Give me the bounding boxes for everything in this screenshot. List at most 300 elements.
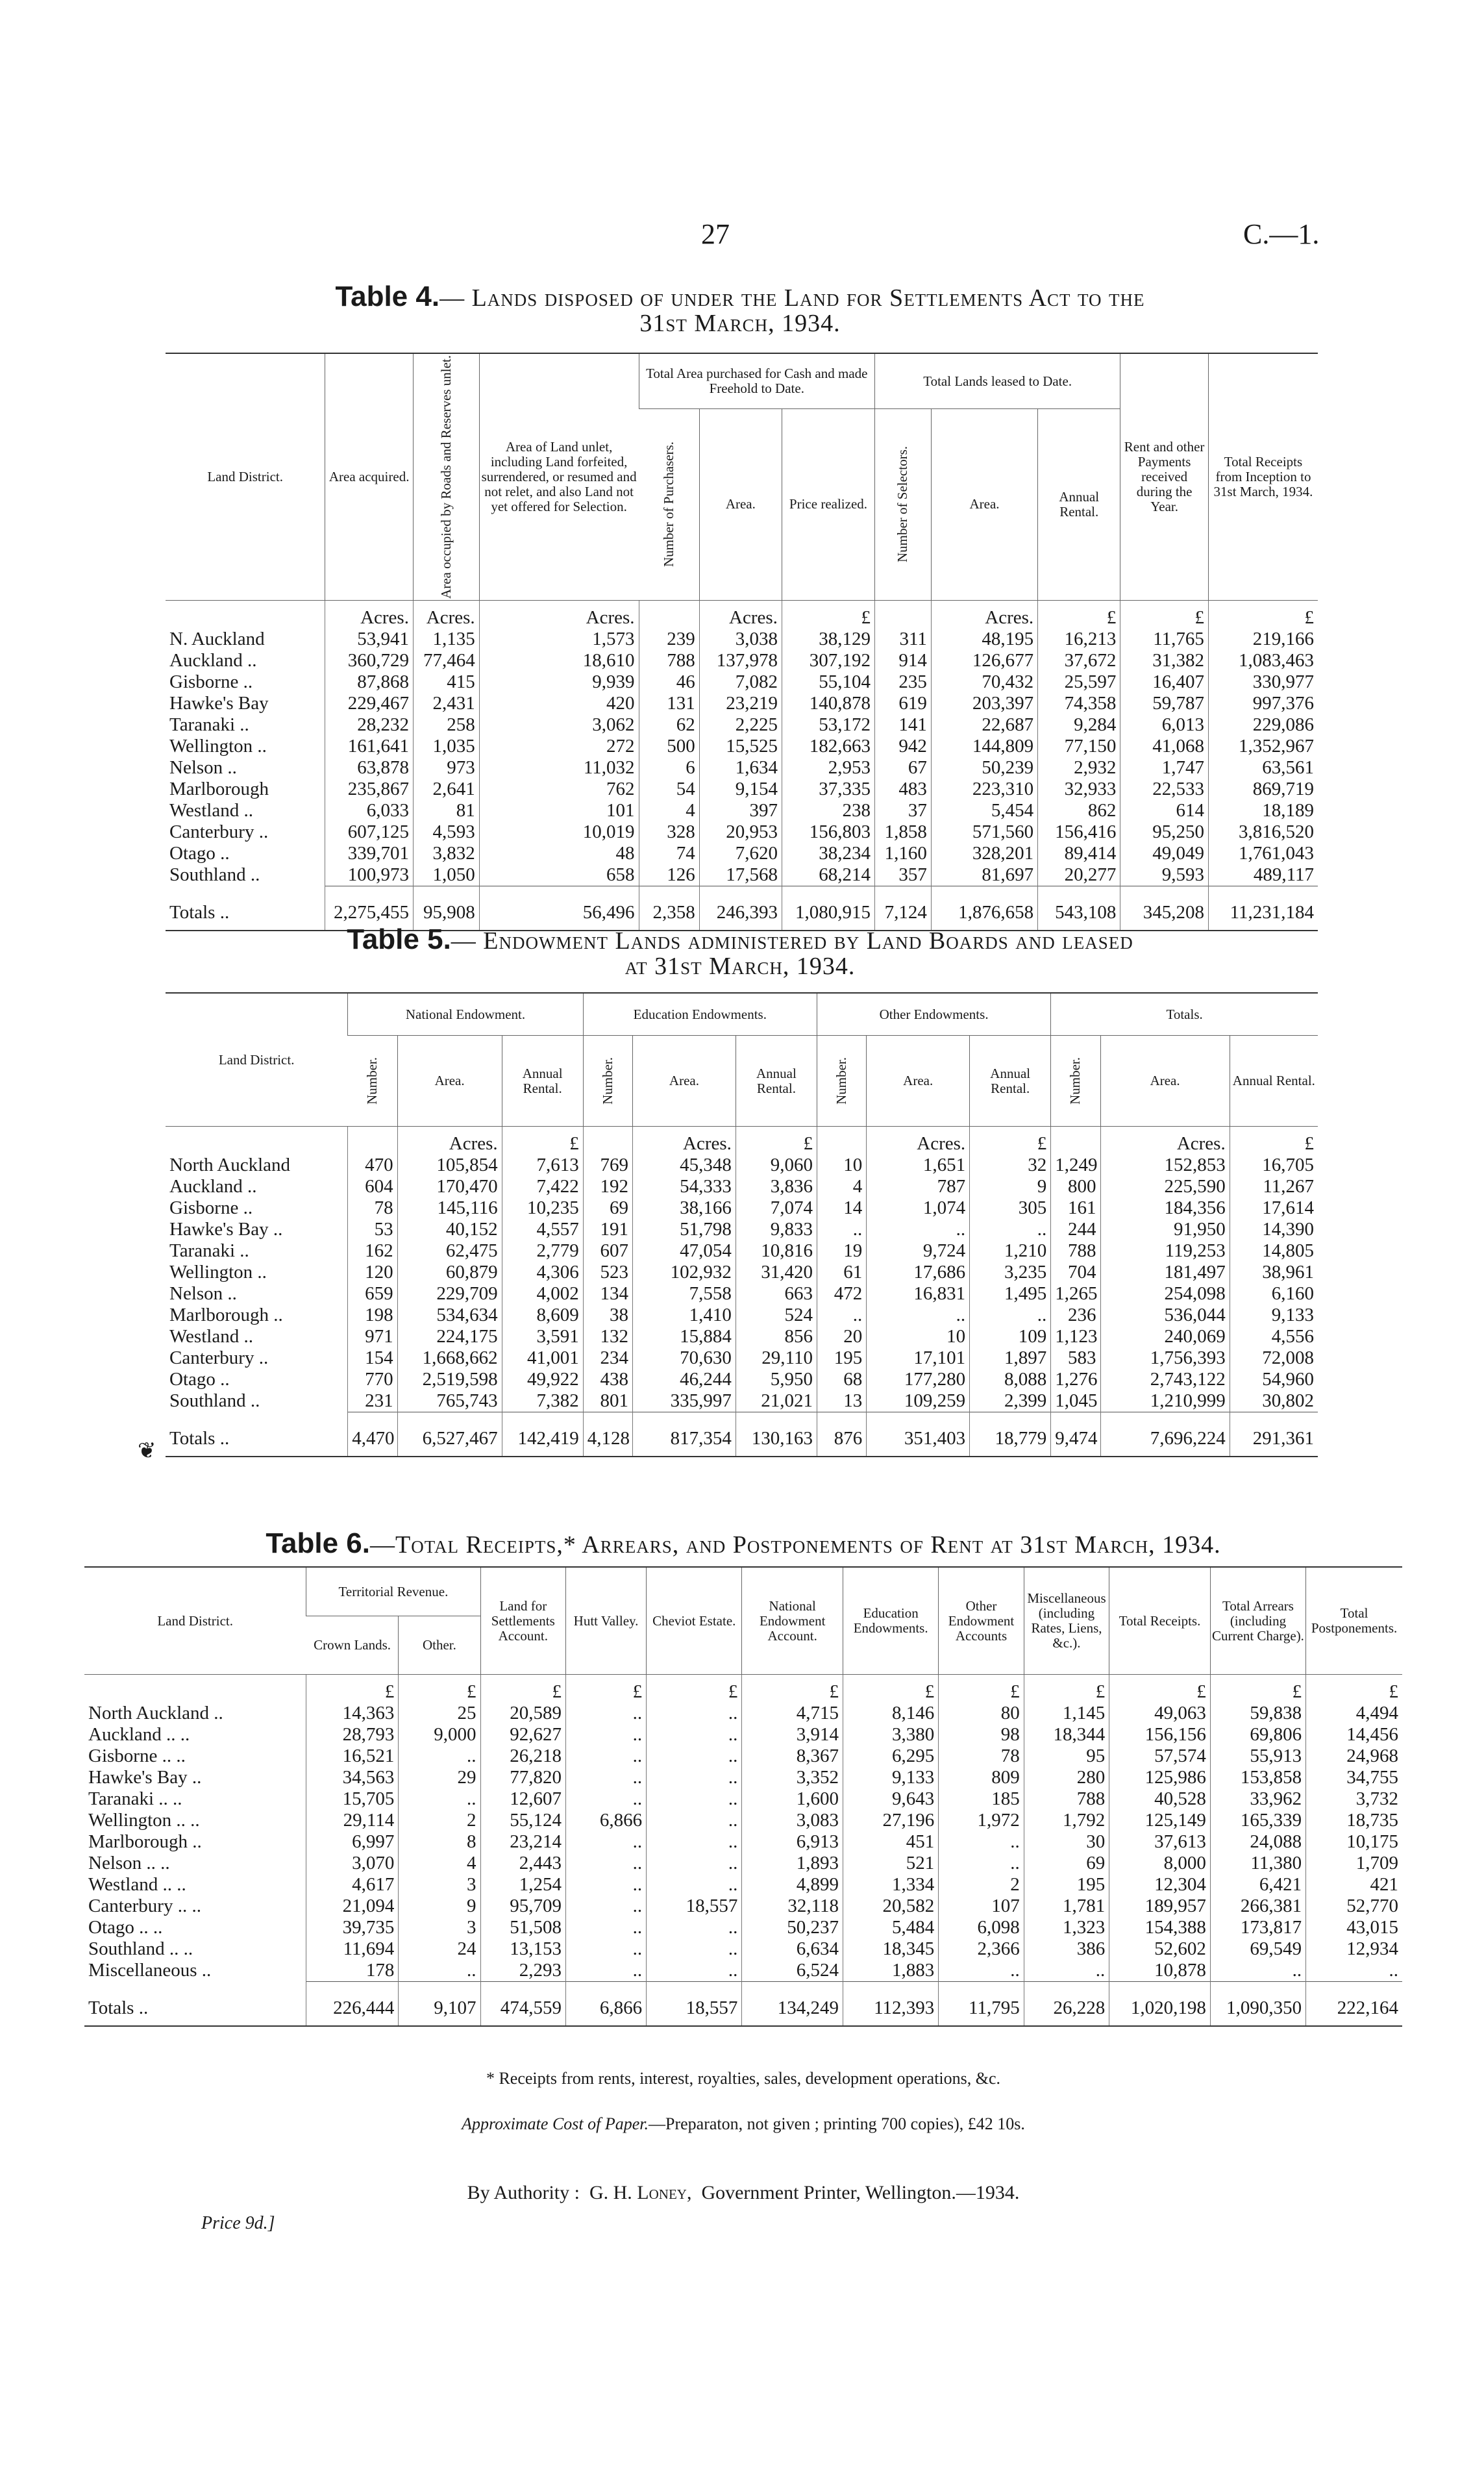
table-row-cell: 31,420 — [736, 1262, 817, 1283]
table-row-cell: Otago .. — [169, 842, 230, 864]
table-row-cell: Auckland .. — [169, 649, 257, 671]
t5-head-other-number — [817, 1036, 866, 1127]
table5-title-line2-wrap — [169, 952, 1311, 981]
unit-row-cell — [817, 1127, 866, 1155]
table-row-cell: 26,218 — [480, 1746, 565, 1767]
table-row-cell: 9,000 — [399, 1724, 480, 1746]
table-row-cell: 40,528 — [1109, 1788, 1211, 1810]
table-row-cell: 4,556 — [1230, 1326, 1318, 1347]
table-row-cell: 3 — [399, 1917, 480, 1938]
table-row-cell: 53,172 — [782, 714, 874, 736]
table-row-cell: Westland .. — [169, 799, 253, 821]
table-row-cell: .. — [566, 1874, 647, 1896]
table-row-cell: 154,388 — [1109, 1917, 1211, 1938]
t4-head-price: Price realized. — [782, 409, 874, 601]
table-row-cell: Hawke's Bay — [169, 692, 269, 714]
table-row-cell: 63,561 — [1208, 757, 1318, 779]
table-row-cell: 20,582 — [843, 1896, 939, 1917]
table-row-cell: 659 — [348, 1283, 397, 1305]
table-row-cell: 1,074 — [867, 1197, 970, 1219]
table-row-cell: 1,781 — [1024, 1896, 1109, 1917]
table-row-cell: 37,335 — [782, 779, 874, 800]
unit-row-cell: £ — [1210, 1675, 1305, 1703]
totals-row-cell: 4,128 — [583, 1412, 632, 1457]
table-row-cell: 3,732 — [1306, 1788, 1402, 1810]
table-row-cell: .. — [566, 1703, 647, 1724]
table-row — [84, 1960, 1402, 1982]
table-row-cell: Gisborne .. — [169, 671, 253, 692]
t5-head-other: Other Endowments. — [817, 993, 1050, 1036]
t4-head-area-acquired: Area acquired. — [325, 353, 414, 600]
table-row-cell: 33,962 — [1210, 1788, 1305, 1810]
table-row-cell: 67 — [875, 757, 932, 779]
table-row-cell: 357 — [875, 864, 932, 886]
table-row-cell: 54,333 — [632, 1176, 736, 1197]
table-row-cell: 38,166 — [632, 1197, 736, 1219]
table-row-cell: 305 — [970, 1197, 1051, 1219]
table-row-cell: .. — [566, 1831, 647, 1853]
table-row-cell: 10,175 — [1306, 1831, 1402, 1853]
unit-row-cell: £ — [480, 1675, 565, 1703]
table-row-cell: 16,521 — [306, 1746, 399, 1767]
table-row-cell: 153,858 — [1210, 1767, 1305, 1788]
table-row-cell: Taranaki .. .. — [88, 1788, 182, 1809]
unit-row-cell: Acres. — [325, 600, 414, 629]
unit-row-cell: £ — [1038, 600, 1120, 629]
totals-row-cell: 474,559 — [480, 1982, 565, 2027]
table-row-cell: 23,219 — [699, 693, 782, 714]
t5-head-totals-number-text: Number. — [1067, 1057, 1083, 1105]
table-row-cell: 4,002 — [502, 1283, 583, 1305]
table-row-cell: .. — [566, 1788, 647, 1810]
unit-row-cell: £ — [782, 600, 874, 629]
table-row-cell: 4,715 — [742, 1703, 843, 1724]
table-row-cell: 18,610 — [479, 650, 639, 671]
table-row-cell: 1,709 — [1306, 1853, 1402, 1874]
table-row-cell: 21,021 — [736, 1390, 817, 1412]
t5-head-education: Education Endowments. — [583, 993, 817, 1036]
table-row-cell: 173,817 — [1210, 1917, 1305, 1938]
table-row-cell: .. — [1306, 1960, 1402, 1982]
table4-title — [169, 281, 1311, 313]
table-row-cell: 9,593 — [1120, 864, 1209, 886]
table-row — [166, 800, 1318, 821]
table-row-cell: 704 — [1051, 1262, 1100, 1283]
table-row-cell: 6,098 — [939, 1917, 1024, 1938]
t6-head-hutt: Hutt Valley. — [566, 1567, 647, 1675]
table-row — [166, 1155, 1318, 1176]
table-row — [166, 1326, 1318, 1347]
table-row — [84, 1831, 1402, 1853]
table-row-cell: 3,235 — [970, 1262, 1051, 1283]
table-row-cell: 11,032 — [479, 757, 639, 779]
table-row-cell: 17,568 — [699, 864, 782, 886]
table-row-cell: 109,259 — [867, 1390, 970, 1412]
t6-body — [84, 1675, 1402, 2027]
table5-label: Table 5. — [347, 923, 451, 955]
table-row-cell: 2,431 — [413, 693, 479, 714]
table-row-cell: Nelson .. — [169, 1283, 237, 1304]
table-row — [84, 1788, 1402, 1810]
totals-row-cell: Totals .. — [169, 1427, 230, 1449]
table-row-cell: 16,831 — [867, 1283, 970, 1305]
totals-row-cell: Totals .. — [169, 901, 230, 923]
totals-row-cell: 246,393 — [699, 886, 782, 931]
table-row-cell: 6,421 — [1210, 1874, 1305, 1896]
t4-head-leased: Total Lands leased to Date. — [875, 353, 1120, 409]
totals-row-cell: 95,908 — [413, 886, 479, 931]
totals-row-cell: 18,557 — [647, 1982, 742, 2027]
unit-row-cell — [166, 600, 325, 629]
margin-mark: ❦ — [138, 1439, 156, 1463]
totals-row-cell: 1,020,198 — [1109, 1982, 1211, 2027]
unit-row-cell: £ — [1306, 1675, 1402, 1703]
table-row-cell: 973 — [413, 757, 479, 779]
table-row-cell: 98 — [939, 1724, 1024, 1746]
table-row-cell: 51,798 — [632, 1219, 736, 1240]
table-row-cell: 523 — [583, 1262, 632, 1283]
unit-row — [166, 1127, 1318, 1155]
table-row-cell: 184,356 — [1100, 1197, 1230, 1219]
table-row-cell: 87,868 — [325, 671, 414, 693]
table-row-cell: 22,533 — [1120, 779, 1209, 800]
table-row-cell: 12,304 — [1109, 1874, 1211, 1896]
t5-head-totals-area: Area. — [1100, 1036, 1230, 1127]
table-row — [166, 1176, 1318, 1197]
table-row-cell: 2,641 — [413, 779, 479, 800]
table-row-cell: 20,589 — [480, 1703, 565, 1724]
table-row-cell: 20,953 — [699, 821, 782, 843]
table-row-cell: 181,497 — [1100, 1262, 1230, 1283]
table6-title-text: —Total Receipts,* Arrears, and Postponements of Rent at 31st March, 1934. — [370, 1531, 1221, 1559]
table-row-cell: 614 — [1120, 800, 1209, 821]
table-row-cell: 770 — [348, 1369, 397, 1390]
table-row-cell: 225,590 — [1100, 1176, 1230, 1197]
table-row-cell: 16,213 — [1038, 629, 1120, 650]
table-row — [166, 693, 1318, 714]
table-row-cell: 48,195 — [931, 629, 1037, 650]
table-row — [166, 1219, 1318, 1240]
table-row-cell: 229,086 — [1208, 714, 1318, 736]
table-row-cell: 238 — [782, 800, 874, 821]
table-row-cell: 6,997 — [306, 1831, 399, 1853]
totals-row-cell: 7,696,224 — [1100, 1412, 1230, 1457]
table-row-cell: 22,687 — [931, 714, 1037, 736]
table-row-cell: 9,284 — [1038, 714, 1120, 736]
table-row-cell: 52,770 — [1306, 1896, 1402, 1917]
table-row-cell: .. — [647, 1853, 742, 1874]
table4-label: Table 4. — [335, 281, 440, 312]
authority-prefix: By Authority : — [467, 2182, 580, 2203]
table-row-cell: 170,470 — [397, 1176, 502, 1197]
t5-head-national-rental: Annual Rental. — [502, 1036, 583, 1127]
table-row-cell: 470 — [348, 1155, 397, 1176]
table-row-cell: 185 — [939, 1788, 1024, 1810]
table-row-cell: .. — [647, 1724, 742, 1746]
unit-row-cell — [348, 1127, 397, 1155]
totals-row-cell: 130,163 — [736, 1412, 817, 1457]
table-row-cell: 9,133 — [843, 1767, 939, 1788]
table-row-cell: 236 — [1051, 1305, 1100, 1326]
t5-head-national-number — [348, 1036, 397, 1127]
table-row-cell: Wellington .. .. — [88, 1810, 200, 1831]
table-row-cell: 28,793 — [306, 1724, 399, 1746]
table-row-cell: 8,609 — [502, 1305, 583, 1326]
table-row-cell: 32,118 — [742, 1896, 843, 1917]
table-row-cell: 178 — [306, 1960, 399, 1982]
table-row-cell: 788 — [1024, 1788, 1109, 1810]
table4-title-line1: — Lands disposed of under the Land for Settlements Act to the — [439, 284, 1145, 312]
table-row-cell: 29,110 — [736, 1347, 817, 1369]
table-row-cell: 3,816,520 — [1208, 821, 1318, 843]
table-row-cell: 119,253 — [1100, 1240, 1230, 1262]
t6-head-territorial: Territorial Revenue. — [306, 1567, 480, 1616]
table-row-cell: 55,124 — [480, 1810, 565, 1831]
table-row-cell: 3,591 — [502, 1326, 583, 1347]
table-row-cell: 14 — [817, 1197, 866, 1219]
table-row-cell: 68,214 — [782, 864, 874, 886]
table-row-cell: .. — [399, 1960, 480, 1982]
table-row-cell: Marlborough .. — [169, 1305, 283, 1325]
table-row-cell: 335,997 — [632, 1390, 736, 1412]
table-row-cell: 15,705 — [306, 1788, 399, 1810]
table6 — [84, 1566, 1402, 2027]
table-row-cell: 1,123 — [1051, 1326, 1100, 1347]
table-row-cell: Canterbury .. — [169, 821, 269, 842]
unit-row-cell: £ — [647, 1675, 742, 1703]
table-row-cell: 787 — [867, 1176, 970, 1197]
table-row-cell: 521 — [843, 1853, 939, 1874]
table-row-cell: 235 — [875, 671, 932, 693]
totals-row-cell: 6,527,467 — [397, 1412, 502, 1457]
table-row-cell: 604 — [348, 1176, 397, 1197]
table-row-cell: Nelson .. — [169, 757, 237, 778]
table-row-cell: 809 — [939, 1767, 1024, 1788]
table-row — [84, 1810, 1402, 1831]
table-row-cell: 234 — [583, 1347, 632, 1369]
unit-row-cell — [583, 1127, 632, 1155]
t4-head-district: Land District. — [166, 353, 325, 600]
table-row-cell: 14,805 — [1230, 1240, 1318, 1262]
table-row-cell: .. — [970, 1305, 1051, 1326]
table-row-cell: 101 — [479, 800, 639, 821]
table-row-cell: 10 — [817, 1155, 866, 1176]
unit-row-cell: Acres. — [397, 1127, 502, 1155]
table-row-cell: 195 — [1024, 1874, 1109, 1896]
t5-head-education-number-text: Number. — [599, 1057, 615, 1105]
table-row-cell: 69,549 — [1210, 1938, 1305, 1960]
table-row-cell: 1,352,967 — [1208, 736, 1318, 757]
table-row-cell: 53 — [348, 1219, 397, 1240]
table-row — [166, 1390, 1318, 1412]
table-row-cell: 765,743 — [397, 1390, 502, 1412]
table-row-cell: 37 — [875, 800, 932, 821]
totals-row-cell: 134,249 — [742, 1982, 843, 2027]
table-row-cell: 46,244 — [632, 1369, 736, 1390]
table-row-cell: Marlborough — [169, 778, 269, 799]
table-row-cell: 7,620 — [699, 843, 782, 864]
table-row-cell: 78 — [939, 1746, 1024, 1767]
table-row-cell: 47,054 — [632, 1240, 736, 1262]
table-row-cell: 788 — [639, 650, 699, 671]
cost-label: Approximate Cost of Paper. — [462, 2114, 649, 2133]
table-row-cell: 571,560 — [931, 821, 1037, 843]
table-row-cell: 152,853 — [1100, 1155, 1230, 1176]
table-row-cell: 13 — [817, 1390, 866, 1412]
t4-head-area: Area. — [699, 409, 782, 601]
t6-head-crown: Crown Lands. — [306, 1616, 399, 1675]
table-row-cell: 415 — [413, 671, 479, 693]
table-row-cell: 38 — [583, 1305, 632, 1326]
table-row — [166, 821, 1318, 843]
table-row-cell: 28,232 — [325, 714, 414, 736]
table-row-cell: 46 — [639, 671, 699, 693]
table-row-cell: 788 — [1051, 1240, 1100, 1262]
t6-head-receipts: Total Receipts. — [1109, 1567, 1211, 1675]
unit-row-cell: Acres. — [867, 1127, 970, 1155]
table-row-cell: 191 — [583, 1219, 632, 1240]
table-row-cell: .. — [939, 1853, 1024, 1874]
table-row-cell: 41,068 — [1120, 736, 1209, 757]
table-row-cell: 534,634 — [397, 1305, 502, 1326]
table-row-cell: 266,381 — [1210, 1896, 1305, 1917]
table-row-cell: 12,607 — [480, 1788, 565, 1810]
table-row-cell: 4,557 — [502, 1219, 583, 1240]
table-row-cell: 1,747 — [1120, 757, 1209, 779]
table-row-cell: 89,414 — [1038, 843, 1120, 864]
table-row-cell: 17,686 — [867, 1262, 970, 1283]
table-row-cell: 1,210 — [970, 1240, 1051, 1262]
table-row-cell: Otago .. .. — [88, 1917, 163, 1938]
table-row-cell: 339,701 — [325, 843, 414, 864]
table-row-cell: Hawke's Bay .. — [88, 1767, 202, 1788]
table-row-cell: 3,836 — [736, 1176, 817, 1197]
table-row-cell: 154 — [348, 1347, 397, 1369]
table-row-cell: Otago .. — [169, 1369, 230, 1390]
t4-head-rent: Rent and other Payments received during the Year. — [1120, 353, 1209, 600]
t5-head-district: Land District. — [166, 993, 348, 1127]
table-row-cell: 126,677 — [931, 650, 1037, 671]
table-row-cell: 9 — [970, 1176, 1051, 1197]
table-row — [84, 1938, 1402, 1960]
table-row-cell: 20 — [817, 1326, 866, 1347]
unit-row-cell — [166, 1127, 348, 1155]
table-row-cell: 800 — [1051, 1176, 1100, 1197]
table-row-cell: .. — [566, 1917, 647, 1938]
table-row-cell: 360,729 — [325, 650, 414, 671]
unit-row-cell: £ — [502, 1127, 583, 1155]
table-row-cell: 11,694 — [306, 1938, 399, 1960]
table-row — [84, 1746, 1402, 1767]
unit-row-cell: £ — [1024, 1675, 1109, 1703]
t5-head-national: National Endowment. — [348, 993, 583, 1036]
totals-row-cell: 876 — [817, 1412, 866, 1457]
table-row-cell: 17,614 — [1230, 1197, 1318, 1219]
table-row-cell: 7,613 — [502, 1155, 583, 1176]
t4-head-receipts: Total Receipts from Inception to 31st March, 1934. — [1208, 353, 1318, 600]
table-row-cell: North Auckland .. — [88, 1703, 223, 1723]
table-row — [166, 650, 1318, 671]
table-row-cell: .. — [817, 1305, 866, 1326]
table-row-cell: 9,060 — [736, 1155, 817, 1176]
table-row-cell: 2,743,122 — [1100, 1369, 1230, 1390]
table-row-cell: 2,399 — [970, 1390, 1051, 1412]
table-row-cell: .. — [647, 1746, 742, 1767]
t4-head-unlet: Area of Land unlet, including Land forfeited, surrendered, or resumed and not relet, and also Land not yet offered for Selection. — [479, 353, 639, 600]
table-row-cell: 6 — [639, 757, 699, 779]
table-row-cell: 862 — [1038, 800, 1120, 821]
unit-row-cell: £ — [970, 1127, 1051, 1155]
table-row-cell: 10,878 — [1109, 1960, 1211, 1982]
table5-title-line1: — Endowment Lands administered by Land Boards and leased — [451, 927, 1133, 955]
table-row-cell: .. — [647, 1874, 742, 1896]
table-row-cell: 500 — [639, 736, 699, 757]
table-row-cell: 4,899 — [742, 1874, 843, 1896]
t4-body — [166, 600, 1318, 931]
table-row-cell: 30,802 — [1230, 1390, 1318, 1412]
table-row-cell: .. — [647, 1767, 742, 1788]
table-row-cell: .. — [399, 1746, 480, 1767]
table-row-cell: .. — [1210, 1960, 1305, 1982]
table-row-cell: North Auckland — [169, 1155, 291, 1175]
table-row-cell: 801 — [583, 1390, 632, 1412]
table-row-cell: 3,352 — [742, 1767, 843, 1788]
t4-head-purchased: Total Area purchased for Cash and made Freehold to Date. — [639, 353, 874, 409]
table-row-cell: 311 — [875, 629, 932, 650]
t6-head-education: Education Endowments. — [843, 1567, 939, 1675]
table-row-cell: 134 — [583, 1283, 632, 1305]
unit-row-cell: Acres. — [632, 1127, 736, 1155]
table-row-cell: .. — [817, 1219, 866, 1240]
table-row-cell: 11,765 — [1120, 629, 1209, 650]
table-row-cell: 1,410 — [632, 1305, 736, 1326]
table-row-cell: 132 — [583, 1326, 632, 1347]
table-row-cell: 7,082 — [699, 671, 782, 693]
table-row-cell: 1,634 — [699, 757, 782, 779]
totals-row-cell: 345,208 — [1120, 886, 1209, 931]
table-row — [84, 1703, 1402, 1724]
unit-row-cell: £ — [1230, 1127, 1318, 1155]
table-row-cell: 18,344 — [1024, 1724, 1109, 1746]
table-row-cell: Nelson .. .. — [88, 1853, 170, 1873]
table-row-cell: 50,239 — [931, 757, 1037, 779]
table5-title — [169, 923, 1311, 956]
table-row-cell: 182,663 — [782, 736, 874, 757]
table5-title-line2: at 31st March, 1934. — [625, 953, 856, 980]
totals-row-cell: 291,361 — [1230, 1412, 1318, 1457]
table-row-cell: Westland .. .. — [88, 1874, 186, 1895]
table-row-cell: 50,237 — [742, 1917, 843, 1938]
table-row-cell: 1,756,393 — [1100, 1347, 1230, 1369]
table-row-cell: 328 — [639, 821, 699, 843]
table-row-cell: 80 — [939, 1703, 1024, 1724]
table-row — [166, 1197, 1318, 1219]
table-row-cell: 997,376 — [1208, 693, 1318, 714]
table-row-cell: 1,495 — [970, 1283, 1051, 1305]
t5-head-national-area: Area. — [397, 1036, 502, 1127]
unit-row-cell — [84, 1675, 306, 1703]
table-row-cell: 607,125 — [325, 821, 414, 843]
table-row-cell: Wellington .. — [169, 1262, 267, 1283]
table-row-cell: 7,382 — [502, 1390, 583, 1412]
table-row-cell: 254,098 — [1100, 1283, 1230, 1305]
totals-row — [84, 1982, 1402, 2027]
table-row-cell: 9,133 — [1230, 1305, 1318, 1326]
table-row-cell: 72,008 — [1230, 1347, 1318, 1369]
table-row-cell: 9,939 — [479, 671, 639, 693]
table-row-cell: 7,422 — [502, 1176, 583, 1197]
table-row-cell: 18,189 — [1208, 800, 1318, 821]
